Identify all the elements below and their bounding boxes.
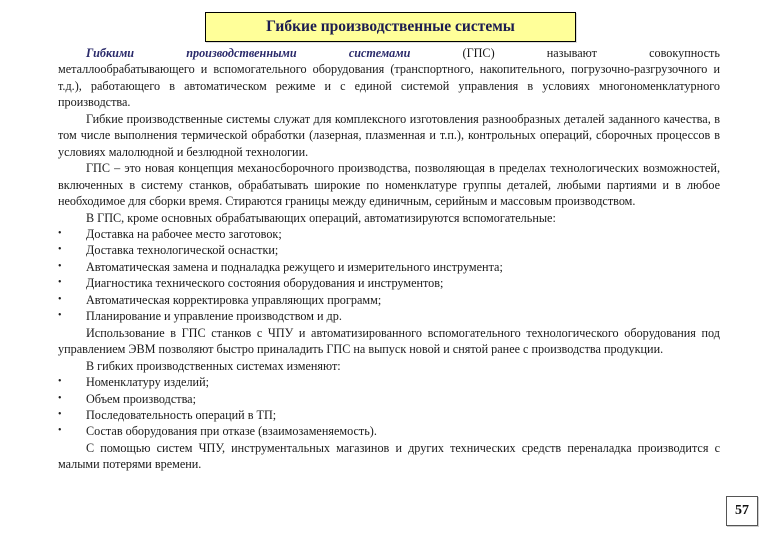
intro-word: совокупность: [649, 46, 720, 60]
list-item: • Доставка на рабочее место заготовок;: [58, 226, 282, 241]
intro-term-word: Гибкими: [86, 46, 135, 60]
bullet-icon: •: [58, 260, 62, 272]
list-item: • Автоматическая корректировка управляющих программ;: [58, 292, 382, 307]
bullet-icon: •: [58, 293, 62, 305]
title-box: [205, 12, 576, 42]
bullet-icon: •: [58, 425, 62, 437]
list-item: • Автоматическая замена и подналадка режущего и измерительного инструмента;: [58, 259, 503, 274]
list-item: • Последовательность операций в ТП;: [58, 407, 277, 422]
changes-list: [58, 374, 720, 440]
bullet-icon: •: [58, 392, 62, 404]
paragraph-cnc-usage: Использование в ГПС станков с ЧПУ и автоматизированного вспомогательного технологического оборудования под управлением ЭВМ позволяют быстро приналадить ГПС на выпуск новой и снятой ранее с производства продукции.: [58, 325, 720, 357]
paragraph-changeover: С помощью систем ЧПУ, инструментальных магазинов и других технических средств переналадка производится с малыми потерями времени.: [58, 440, 720, 472]
intro-first-line: [58, 45, 720, 61]
list-item: • Доставка технологической оснастки;: [58, 243, 279, 258]
bullet-icon: •: [58, 376, 62, 388]
intro-word: (ГПС): [462, 46, 495, 60]
list-item: • Номенклатуру изделий;: [58, 375, 209, 390]
bullet-icon: •: [58, 408, 62, 420]
bullet-icon: •: [58, 227, 62, 239]
bullet-icon: •: [58, 244, 62, 256]
list-item: • Диагностика технического состояния оборудования и инструментов;: [58, 276, 444, 291]
paragraph-auxiliary-intro: В ГПС, кроме основных обрабатывающих операций, автоматизируются вспомогательные:: [86, 210, 556, 225]
intro-continuation: металлообрабатывающего и вспомогательного оборудования (транспортного, накопительного, погрузочно-разгрузочного и т.д.), работающего в автоматическом режиме и с единой системой управления в условиях многономенклатурного производства.: [58, 62, 720, 110]
page-title: Гибкие производственные системы: [266, 18, 515, 35]
paragraph-purpose: Гибкие производственные системы служат для комплексного изготовления разнообразных деталей заданного качества, в том числе выполнения термической обработки (лазерная, плазменная и т.п.), контрольных операций, сборочных процессов в условиях малолюдной и безлюдной технологии.: [58, 111, 720, 159]
list-item: • Планирование и управление производством и др.: [58, 309, 342, 324]
paragraph-concept: ГПС – это новая концепция механосборочного производства, позволяющая в пределах технологических возможностей, включенных в систему станков, обрабатывать широкие по номенклатуре группы деталей, любыми партиями и в любое необходимое для сборки время. Стираются границы между единичным, серийным и массовым производством.: [58, 161, 720, 209]
list-item: • Состав оборудования при отказе (взаимозаменяемость).: [58, 424, 377, 439]
page-number: 57: [726, 496, 758, 526]
bullet-icon: •: [58, 310, 62, 322]
auxiliary-operations-list: [58, 226, 720, 325]
intro-word: называют: [546, 46, 597, 60]
intro-term-word: системами: [348, 46, 411, 60]
paragraph-changes-intro: В гибких производственных системах изменяют:: [86, 358, 341, 373]
intro-term-word: производственными: [186, 46, 297, 60]
list-item: • Объем производства;: [58, 391, 196, 406]
document-body: [58, 45, 720, 473]
bullet-icon: •: [58, 277, 62, 289]
